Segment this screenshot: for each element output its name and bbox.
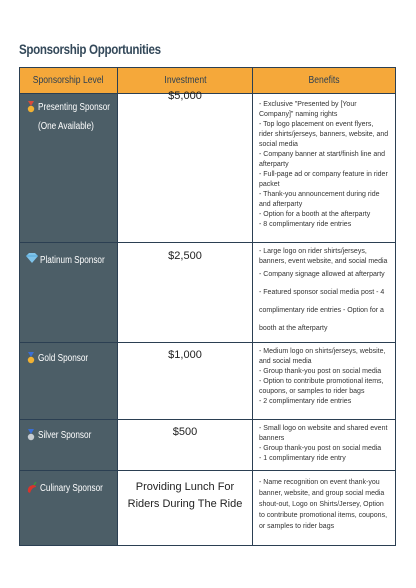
level-cell bbox=[20, 471, 118, 546]
benefit-item: - Name recognition on event thank-you banner, website, and group social media shout-out, Logo on Shirts/Jersey, Option to contribute promotional items, coupons, or samples to rider bags bbox=[259, 479, 388, 530]
medal-ribbon-icon bbox=[26, 101, 36, 113]
gold-medal-icon bbox=[26, 352, 36, 364]
silver-medal-icon bbox=[26, 429, 36, 441]
benefit-item: - 8 complimentary ride entries bbox=[259, 221, 352, 228]
table-row bbox=[20, 420, 396, 471]
benefits-cell bbox=[253, 471, 396, 546]
benefits-cell bbox=[253, 243, 396, 343]
benefits-cell bbox=[253, 420, 396, 471]
table-row bbox=[20, 243, 396, 343]
benefit-item: - Thank-you announcement during ride and afterparty bbox=[259, 191, 380, 208]
header-benefits: Benefits bbox=[253, 68, 396, 94]
benefits-cell bbox=[253, 343, 396, 420]
benefit-item: - Company signage allowed at afterparty bbox=[259, 271, 385, 278]
benefit-item: - Small logo on website and shared event banners bbox=[259, 425, 388, 442]
benefit-item: - Group thank-you post on social media bbox=[259, 445, 382, 452]
level-name: Culinary Sponsor bbox=[40, 483, 103, 494]
level-note: (One Available) bbox=[38, 121, 94, 132]
level-cell bbox=[20, 94, 118, 243]
investment-amount: $2,500 bbox=[168, 250, 202, 262]
chili-pepper-icon bbox=[26, 482, 38, 494]
header-investment: Investment bbox=[118, 68, 253, 94]
benefit-item: - 2 complimentary ride entries bbox=[259, 398, 352, 405]
investment-cell bbox=[118, 420, 253, 471]
table-row bbox=[20, 94, 396, 243]
investment-cell bbox=[118, 243, 253, 343]
level-name: Gold Sponsor bbox=[38, 353, 89, 364]
benefit-item: - Large logo on rider shirts/jerseys, banners, event website, and social media bbox=[259, 248, 388, 265]
benefit-item: complimentary ride entries - Option for a bbox=[259, 307, 384, 314]
benefit-item: - Company banner at start/finish line and afterparty bbox=[259, 151, 386, 168]
benefit-item: - Full-page ad or company feature in rider packet bbox=[259, 171, 388, 188]
level-name: Presenting Sponsor bbox=[38, 102, 111, 113]
diamond-icon bbox=[26, 253, 38, 263]
level-name: Platinum Sponsor bbox=[40, 255, 105, 266]
benefits-cell bbox=[253, 94, 396, 243]
investment-cell bbox=[118, 343, 253, 420]
header-level: Sponsorship Level bbox=[20, 68, 118, 94]
benefit-item: - Featured sponsor social media post - 4 bbox=[259, 289, 385, 296]
benefit-item: - Group thank-you post on social media bbox=[259, 368, 382, 375]
benefit-item: - Option for a booth at the afterparty bbox=[259, 211, 371, 218]
page-title: Sponsorship Opportunities bbox=[19, 42, 161, 57]
table-row bbox=[20, 471, 396, 546]
benefit-item: - Exclusive "Presented by [Your Company]" naming rights bbox=[259, 101, 357, 118]
investment-amount: $1,000 bbox=[168, 349, 202, 361]
investment-cell bbox=[118, 471, 253, 546]
table-row bbox=[20, 343, 396, 420]
investment-amount: $500 bbox=[172, 426, 198, 438]
benefit-item: - Medium logo on shirts/jerseys, website, and social media bbox=[259, 348, 386, 365]
level-name: Silver Sponsor bbox=[38, 430, 92, 441]
benefit-item: - Top logo placement on event flyers, rider shirts/jerseys, banners, website, and social media bbox=[259, 121, 389, 148]
benefit-item: - Option to contribute promotional items, coupons, or samples to rider bags bbox=[259, 378, 384, 395]
level-cell bbox=[20, 243, 118, 343]
level-cell bbox=[20, 343, 118, 420]
benefit-item: booth at the afterparty bbox=[259, 325, 328, 332]
sponsorship-table bbox=[19, 67, 396, 546]
investment-description: Providing Lunch For Riders During The Ride bbox=[127, 481, 243, 510]
benefit-item: - 1 complimentary ride entry bbox=[259, 455, 346, 462]
investment-amount: $5,000 bbox=[168, 90, 202, 102]
investment-cell bbox=[118, 90, 253, 243]
level-cell bbox=[20, 420, 118, 471]
